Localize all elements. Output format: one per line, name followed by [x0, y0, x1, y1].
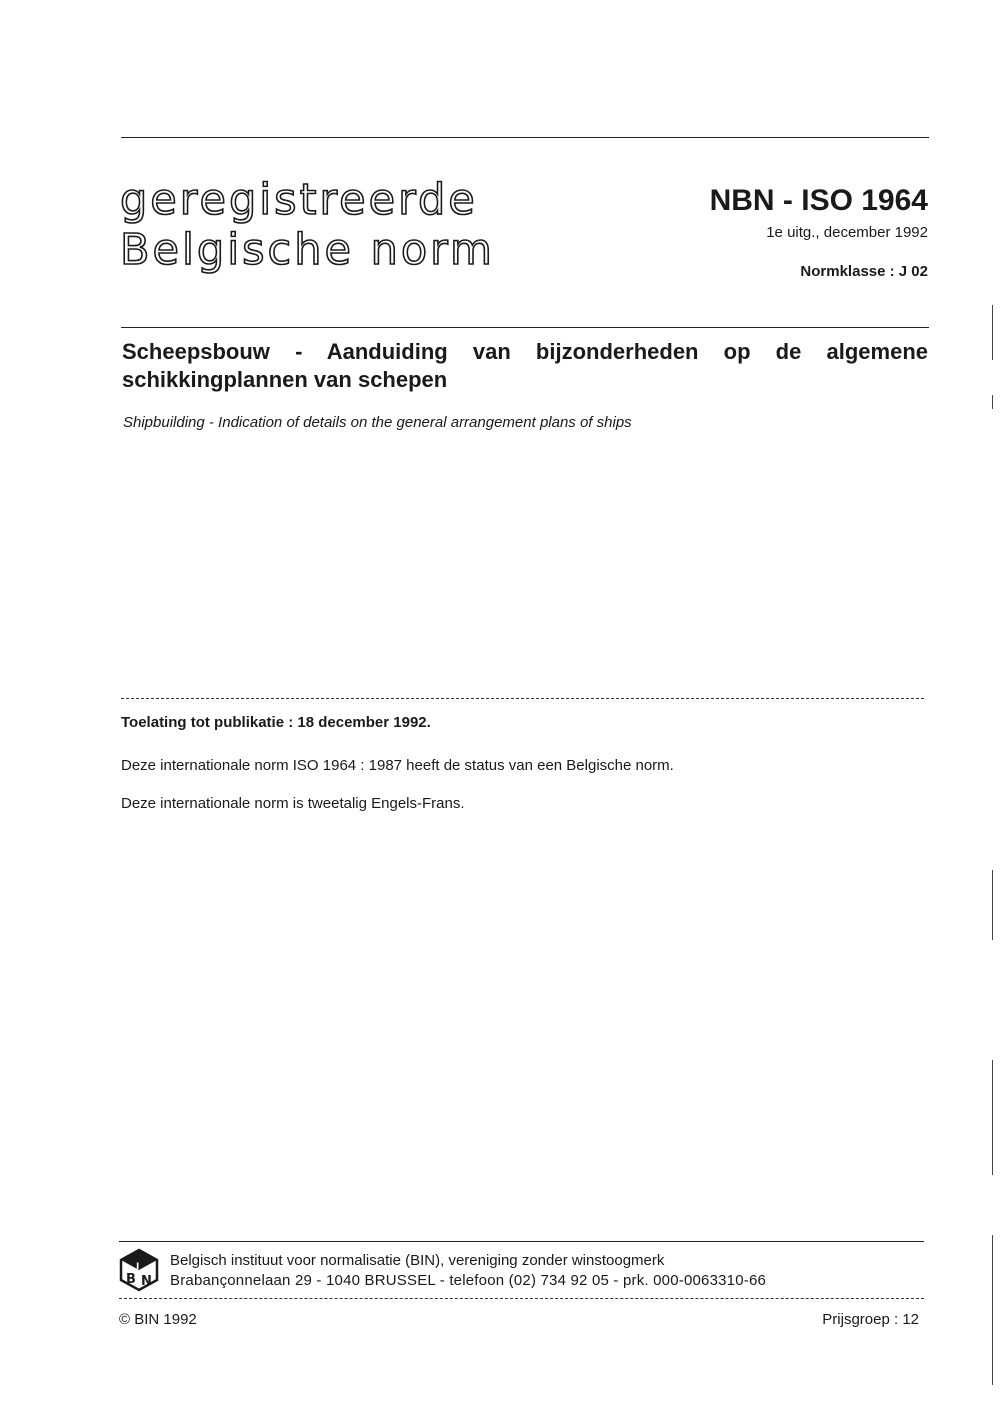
status-statement: Deze internationale norm ISO 1964 : 1987 heeft de status van een Belgische norm. — [121, 757, 674, 774]
svg-text:N: N — [141, 1274, 152, 1289]
standard-code: NBN - ISO 1964 — [709, 184, 928, 217]
svg-text:I: I — [136, 1262, 140, 1272]
institute-name: Belgisch instituut voor normalisatie (BIN), vereniging zonder winstoogmerk — [170, 1252, 665, 1269]
scan-edge-mark — [992, 395, 993, 409]
footer-bottom-rule — [119, 1298, 924, 1299]
body-rule — [121, 698, 924, 699]
institute-address: Brabançonnelaan 29 - 1040 BRUSSEL - telefoon (02) 734 92 05 - prk. 000-0063310-66 — [170, 1272, 767, 1289]
english-title: Shipbuilding - Indication of details on the general arrangement plans of ships — [123, 414, 632, 431]
registered-label-line2: Belgische norm — [120, 225, 495, 275]
top-rule — [121, 137, 929, 138]
footer-rule — [119, 1241, 924, 1242]
edition-date: 1e uitg., december 1992 — [766, 224, 928, 241]
scan-edge-mark — [992, 1060, 993, 1175]
copyright: © BIN 1992 — [119, 1311, 197, 1328]
registered-label-line1: geregistreerde — [120, 175, 478, 225]
price-group: Prijsgroep : 12 — [822, 1311, 919, 1328]
title-rule — [121, 327, 929, 328]
scan-edge-mark — [992, 870, 993, 940]
scan-edge-mark — [992, 305, 993, 360]
scan-edge-mark — [992, 1235, 993, 1385]
svg-text:B: B — [126, 1272, 136, 1287]
approval-date: Toelating tot publikatie : 18 december 1992. — [121, 714, 431, 731]
normklasse: Normklasse : J 02 — [800, 263, 928, 280]
bin-logo-icon — [118, 1248, 160, 1292]
language-statement: Deze internationale norm is tweetalig Engels-Frans. — [121, 795, 465, 812]
dutch-title: Scheepsbouw - Aanduiding van bijzonderheden op de algemene schikkingplannen van schepen — [122, 339, 928, 392]
